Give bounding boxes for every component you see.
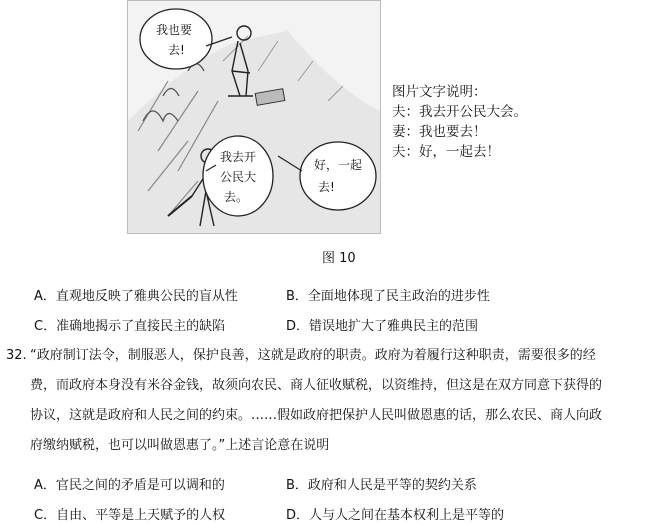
bubble-reply-line-2: 去! xyxy=(318,180,335,194)
cartoon-illustration xyxy=(127,0,381,234)
caption-title: 图片文字说明： xyxy=(392,84,487,100)
q32-option-c: C．自由、平等是上天赋予的人权 xyxy=(34,508,226,523)
bubble-husband-line-1: 我去开 xyxy=(220,150,257,164)
q31-option-d: D．错误地扩大了雅典民主的范围 xyxy=(286,319,479,334)
q32-line-2: 费，而政府本身没有米谷金钱，故须向农民、商人征收赋税，以资维持，但这是在双方同意下获得的 xyxy=(30,378,603,393)
figure-label: 图 10 xyxy=(322,251,356,266)
q31-option-b: B．全面地体现了民主政治的进步性 xyxy=(286,289,490,304)
bubble-wife-line-2: 去! xyxy=(168,43,185,57)
bubble-wife-line-1: 我也要 xyxy=(156,23,193,37)
q32-option-d: D．人与人之间在基本权利上是平等的 xyxy=(286,508,505,523)
q32-number: 32. xyxy=(6,348,27,363)
q32-line-1: “政府制订法令，制服恶人，保护良善，这就是政府的职责。政府为着履行这种职责，需要很多的经 xyxy=(30,348,596,363)
q32-option-b: B．政府和人民是平等的契约关系 xyxy=(286,478,477,493)
caption-line-wife: 妻：我也要去！ xyxy=(392,124,487,140)
q32-line-3: 协议，这就是政府和人民之间的约束。……假如政府把保护人民叫做恩惠的话，那么农民、商人向政 xyxy=(30,408,603,423)
q31-option-c: C．准确地揭示了直接民主的缺陷 xyxy=(34,319,226,334)
caption-line-husband: 夫：我去开公民大会。 xyxy=(392,104,527,120)
q32-option-a: A．官民之间的矛盾是可以调和的 xyxy=(34,478,225,493)
figure-caption xyxy=(392,82,527,162)
bubble-husband-line-3: 去。 xyxy=(224,190,249,204)
speech-bubble-husband xyxy=(203,136,273,216)
bubble-husband-line-2: 公民大 xyxy=(220,170,257,184)
q31-option-a: A．直观地反映了雅典公民的盲从性 xyxy=(34,289,238,304)
q32-line-4: 府缴纳赋税，也可以叫做恩惠了。”上述言论意在说明 xyxy=(30,438,330,453)
caption-line-reply: 夫：好，一起去！ xyxy=(392,144,500,160)
cartoon-drawing xyxy=(128,1,380,233)
bubble-reply-line-1: 好，一起 xyxy=(314,158,363,172)
